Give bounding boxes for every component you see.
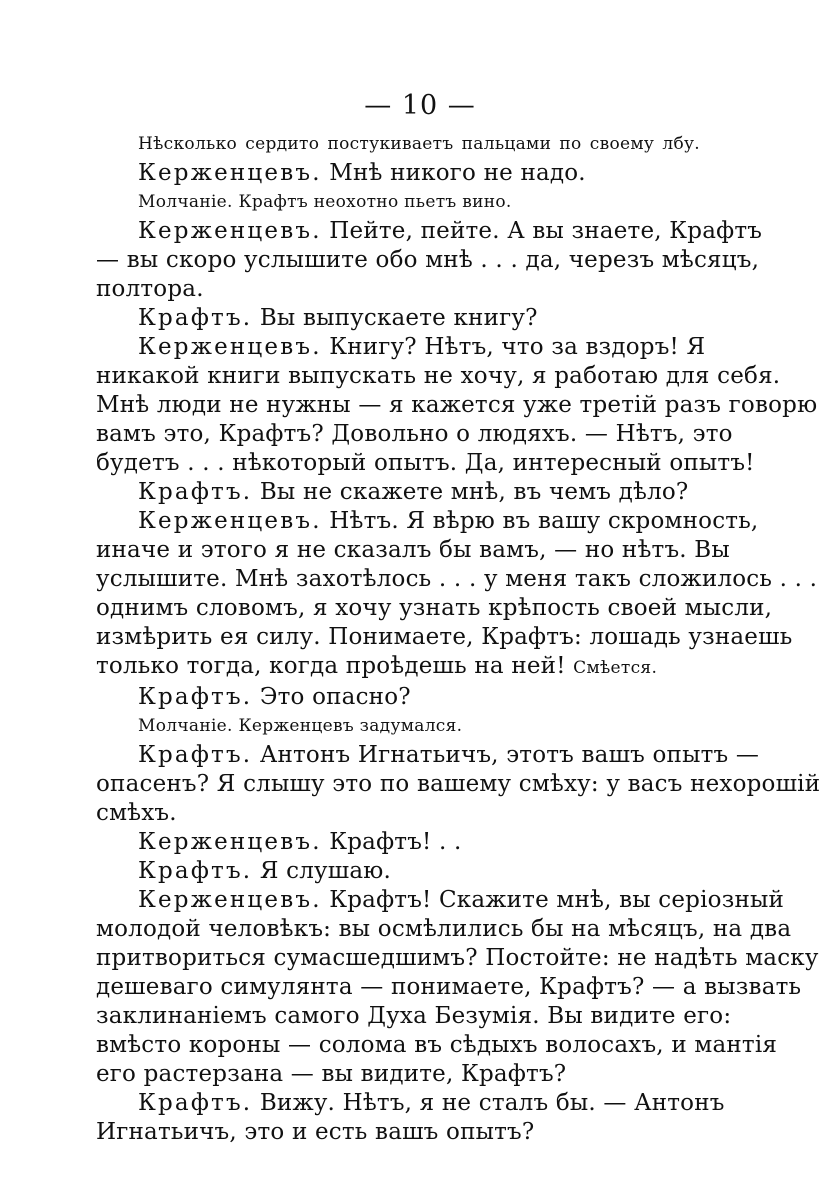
speaker-name: Керженцевъ. [138, 218, 322, 244]
text-run: только тогда, когда проѣдешь на ней! [96, 653, 574, 679]
text-line [96, 770, 821, 799]
text-run: Нѣсколько сердито постукиваетъ пальцами по своему лбу. [138, 134, 700, 154]
text-run: Вы выпускаете книгу? [252, 305, 538, 331]
speaker-name: Керженцевъ. [138, 508, 322, 534]
speaker-name: Крафтъ. [138, 1090, 253, 1116]
text-line [96, 536, 730, 565]
text-line [96, 217, 763, 246]
text-line [96, 507, 759, 536]
speaker-name: Крафтъ. [138, 684, 253, 710]
text-run: услышите. Мнѣ захотѣлось . . . у меня такъ сложилось . . . [96, 566, 818, 592]
text-run: Антонъ Игнатьичъ, этотъ вашъ опытъ — [252, 742, 760, 768]
speaker-name: Крафтъ. [138, 742, 253, 768]
page-number: — 10 — [364, 90, 476, 121]
text-line [96, 799, 700, 828]
stage-direction-line [96, 712, 700, 741]
text-run: Я слушаю. [252, 858, 391, 884]
text-column [96, 130, 821, 1147]
text-run: измѣрить ея силу. Понимаете, Крафтъ: лошадь узнаешь [96, 624, 793, 650]
stage-direction-line [96, 130, 700, 159]
text-run: Пейте, пейте. А вы знаете, Крафтъ [321, 218, 763, 244]
text-line [96, 973, 802, 1002]
text-line [96, 594, 773, 623]
text-run: молодой человѣкъ: вы осмѣлились бы на мѣсяцъ, на два [96, 916, 792, 942]
text-line [96, 159, 700, 188]
text-line [96, 333, 706, 362]
text-run: однимъ словомъ, я хочу узнать крѣпость своей мысли, [96, 595, 773, 621]
inline-stage-direction: Смѣется. [573, 658, 658, 678]
speaker-name: Крафтъ. [138, 858, 253, 884]
text-line [96, 565, 818, 594]
text-run: вамъ это, Крафтъ? Довольно о людяхъ. — Нѣтъ, это [96, 421, 733, 447]
text-run: Нѣтъ. Я вѣрю въ вашу скромность, [321, 508, 759, 534]
text-line [96, 683, 700, 712]
speaker-name: Керженцевъ. [138, 887, 322, 913]
speaker-name: Керженцевъ. [138, 160, 322, 186]
text-line [96, 1118, 700, 1147]
text-run: Игнатьичъ, это и есть вашъ опытъ? [96, 1119, 535, 1145]
text-line [96, 275, 700, 304]
text-run: притвориться сумасшедшимъ? Постойте: не надѣть маску [96, 945, 819, 971]
text-run: Вижу. Нѣтъ, я не сталъ бы. — Антонъ [252, 1090, 725, 1116]
stage-direction-line [96, 188, 700, 217]
text-run: Крафтъ! Скажите мнѣ, вы серіозный [321, 887, 785, 913]
text-line [96, 857, 700, 886]
text-line [96, 304, 700, 333]
text-line [96, 1002, 732, 1031]
text-line [96, 362, 781, 391]
text-line [96, 1031, 778, 1060]
text-line [96, 391, 818, 420]
text-run: Это опасно? [252, 684, 411, 710]
text-run: Мнѣ люди не нужны — я кажется уже третій разъ говорю [96, 392, 818, 418]
text-run: дешеваго симулянта — понимаете, Крафтъ? — а вызвать [96, 974, 802, 1000]
text-line [96, 828, 700, 857]
speaker-name: Крафтъ. [138, 305, 253, 331]
text-line [96, 652, 700, 683]
text-line [96, 944, 819, 973]
text-run: Молчаніе. Крафтъ неохотно пьетъ вино. [138, 192, 512, 212]
text-line [96, 420, 733, 449]
text-line [96, 1089, 725, 1118]
text-run: вмѣсто короны — солома въ сѣдыхъ волосахъ, и мантія [96, 1032, 778, 1058]
text-run: Вы не скажете мнѣ, въ чемъ дѣло? [252, 479, 689, 505]
speaker-name: Керженцевъ. [138, 829, 322, 855]
text-line [96, 886, 785, 915]
text-run: будетъ . . . нѣкоторый опытъ. Да, интересный опытъ! [96, 450, 755, 476]
text-run: Крафтъ! . . [321, 829, 462, 855]
text-line [96, 1060, 700, 1089]
text-run: иначе и этого я не сказалъ бы вамъ, — но нѣтъ. Вы [96, 537, 730, 563]
text-line [96, 741, 760, 770]
text-run: Книгу? Нѣтъ, что за вздоръ! Я [321, 334, 706, 360]
text-run: Мнѣ никого не надо. [321, 160, 586, 186]
text-run: заклинаніемъ самого Духа Безумія. Вы видите его: [96, 1003, 732, 1029]
speaker-name: Керженцевъ. [138, 334, 322, 360]
text-run: никакой книги выпускать не хочу, я работаю для себя. [96, 363, 781, 389]
text-line [96, 478, 700, 507]
text-run: его растерзана — вы видите, Крафтъ? [96, 1061, 567, 1087]
text-line [96, 449, 755, 478]
text-run: полтора. [96, 276, 204, 302]
speaker-name: Крафтъ. [138, 479, 253, 505]
text-run: смѣхъ. [96, 800, 177, 826]
text-run: опасенъ? Я слышу это по вашему смѣху: у васъ нехорошій [96, 771, 821, 797]
text-line [96, 246, 760, 275]
text-line [96, 623, 793, 652]
text-run: — вы скоро услышите обо мнѣ . . . да, черезъ мѣсяцъ, [96, 247, 760, 273]
text-line [96, 915, 792, 944]
text-run: Молчаніе. Керженцевъ задумался. [138, 716, 463, 736]
